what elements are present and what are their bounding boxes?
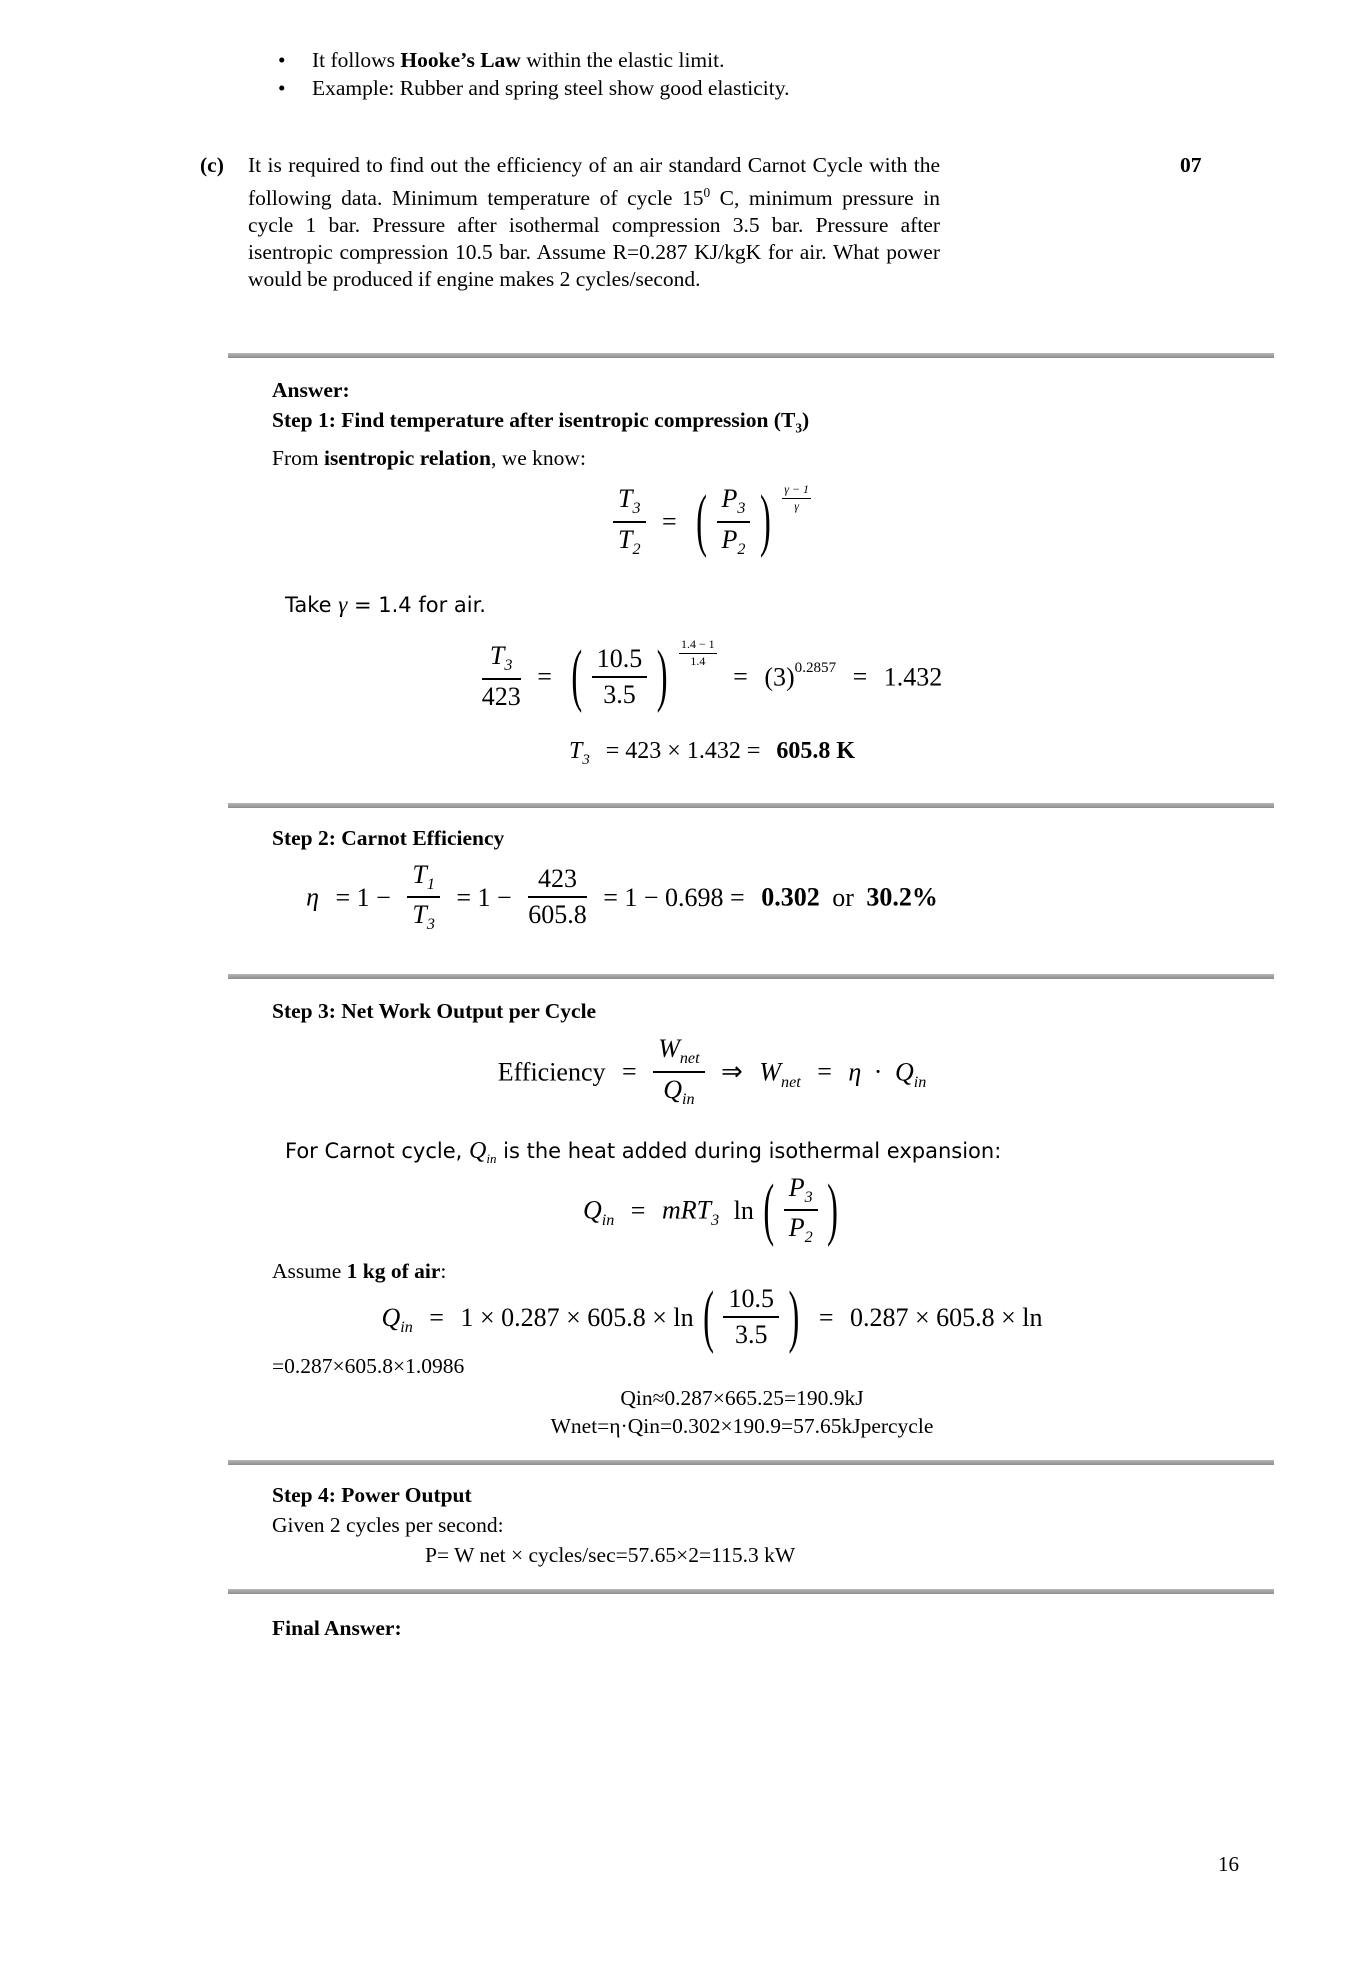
math-sub: 3 [711,1212,720,1230]
section-divider [228,353,1274,358]
given-line: Given 2 cycles per second: [272,1513,504,1538]
math-sub: in [681,1090,695,1108]
math-sub: net [679,1050,700,1068]
math-var: Q [582,1195,602,1225]
math-sub: in [400,1318,413,1336]
ln-function: ln [733,1195,754,1225]
fraction-pressure-ratio [723,1284,779,1350]
math-sub: 2 [632,540,641,558]
step1-heading-post: ) [801,408,810,433]
math-var: mRT [661,1195,712,1225]
math-sub: 3 [632,500,641,518]
bullet-item-hookes-law [278,46,1358,74]
math-sub: 3 [426,916,435,934]
equals-sign: = [852,662,868,692]
math-var: P [788,1213,805,1243]
question-marks: 07 [1180,153,1202,177]
efficiency-word: Efficiency [497,1057,606,1087]
math-sub: 2 [737,540,746,558]
take-eq: = 1.4 [347,592,412,617]
equation-t3-numeric [272,636,1152,716]
degree-superscript: 0 [703,185,711,200]
fraction-wnet-qin [653,1034,704,1109]
left-parenthesis: ( [696,483,707,561]
bullet-dot: • [278,76,286,100]
question-text-1: It is required to find out the efficiency of an air standard Carnot Cycle with the following data. Minimum temperature of cycle 15 [248,153,940,211]
equals-sign: = [818,1302,834,1332]
math-var: P [721,524,738,554]
question-paragraph [248,152,940,293]
bullet-list [278,46,1358,102]
math-var: T [617,524,633,554]
math-var: P [721,483,738,513]
exponent-numerator: γ − 1 [782,482,811,499]
math-var: Q [468,1138,487,1165]
from-isentropic-line [272,444,1358,472]
equation-isentropic-relation [272,481,1152,561]
implies-arrow: ⇒ [721,1057,743,1087]
assume-post: : [440,1258,447,1283]
calc-line-1: =0.287×605.8×1.0986 [272,1354,465,1379]
assume-line [272,1257,1358,1285]
math-var: T [412,900,427,930]
math-number: 10.5 [592,644,648,678]
math-number: 3.5 [603,679,636,709]
section-divider [228,974,1274,979]
step1-heading-sub: 3 [795,420,802,436]
fraction-t3-t2 [613,484,646,559]
math-operator: = 1 − 0.698 = [603,882,745,912]
bullet-item-elasticity-example [278,74,1358,102]
assume-pre: Assume [272,1258,347,1283]
math-var: Q [894,1057,914,1087]
calc-line-3: Wnet=η·Qin=0.302×190.9=57.65kJpercycle [550,1414,934,1439]
take-gamma-line [285,592,1358,618]
right-parenthesis: ) [759,483,771,561]
math-sub: net [781,1073,801,1091]
dot-operator: · [873,1057,883,1087]
math-operator: = 1 − [335,882,391,912]
efficiency-percent-bold: 30.2% [866,882,938,912]
bullet-text-bold: Hooke’s Law [400,48,521,72]
math-body: 1 × 0.287 × 605.8 × ln [460,1302,694,1332]
left-parenthesis: ( [703,1278,714,1357]
step1-heading [272,406,1358,442]
fraction-p3-p2 [717,484,751,559]
calc-line-2: Qin≈0.287×665.25=190.9kJ [620,1386,864,1411]
assume-bold: 1 kg of air [346,1258,441,1283]
right-parenthesis: ) [788,1278,800,1357]
step3-heading: Step 3: Net Work Output per Cycle [272,998,597,1023]
math-tail: 0.287 × 605.8 × ln [849,1302,1043,1332]
step2-heading: Step 2: Carnot Efficiency [272,826,505,851]
left-parenthesis: ( [763,1172,775,1250]
math-var: Q [663,1074,682,1104]
from-post: , we know: [490,446,586,471]
fraction-t1-t3 [407,860,440,935]
math-sub: 3 [504,657,513,675]
section-divider [228,1589,1274,1594]
math-var: T [568,737,583,764]
carnot-qin-line [285,1138,1358,1167]
math-var: W [658,1033,680,1063]
bullet-text-pre: It follows [312,48,401,72]
math-sub: 3 [582,751,590,768]
answer-label: Answer: [272,378,350,403]
page-number: 16 [1218,1852,1239,1876]
equals-sign: = [817,1057,832,1087]
equation-qin-numeric [272,1278,1152,1357]
exponent-gamma-fraction [782,482,811,514]
math-var: T [489,641,505,671]
final-answer-heading: Final Answer: [272,1616,402,1641]
exponent-numeric-fraction [679,637,717,669]
eta-symbol: η [848,1057,862,1087]
question-label: (c) [200,153,224,177]
math-operator: = 1 − [456,882,512,912]
exponent-denominator: 1.4 [690,653,706,668]
from-bold: isentropic relation [323,446,491,471]
section-divider [228,803,1274,808]
take-pre: Take [285,592,339,617]
math-sub: in [601,1212,615,1230]
math-var: T [617,483,633,513]
math-result: 1.432 [883,662,943,692]
exponent-numerator: 1.4 − 1 [679,637,717,654]
take-post: for air. [411,592,486,617]
equation-qin-definition [272,1172,1152,1250]
gamma-symbol: γ [338,591,348,617]
bullet-text-post: within the elastic limit. [520,48,725,72]
eta-symbol: η [306,882,320,912]
math-var: W [759,1057,782,1087]
math-var: Q [381,1302,401,1332]
bullet-text [312,46,724,74]
from-pre: From [272,446,324,471]
fraction-423-605 [528,864,587,930]
equals-sign: = [630,1195,646,1225]
left-parenthesis: ( [571,638,583,716]
right-parenthesis: ) [827,1172,838,1250]
math-sub: 3 [737,500,746,518]
equation-t3-result [272,737,1152,770]
carnot-post: is the heat added during isothermal expansion: [496,1139,1002,1164]
math-number: 423 [481,682,521,712]
math-var: P [788,1172,805,1202]
result-bold: 605.8 K [776,737,856,764]
right-parenthesis: ) [656,638,668,716]
section-divider [228,1460,1274,1465]
math-sub: in [486,1151,497,1167]
math-var: T [412,859,427,889]
bullet-dot: • [278,48,286,72]
step4-heading: Step 4: Power Output [272,1483,472,1508]
step1-heading-pre: Step 1: Find temperature after isentropic compression (T [272,408,796,433]
math-sub: 1 [426,875,435,893]
exponent-value: 0.2857 [794,660,837,677]
efficiency-result-bold: 0.302 [761,882,820,912]
math-number: 605.8 [528,900,587,930]
equation-carnot-efficiency [272,859,972,937]
math-number: 3.5 [734,1319,768,1349]
bullet-text: Example: Rubber and spring steel show good elasticity. [312,76,790,100]
math-number: 423 [528,864,587,898]
equals-sign: = [733,662,748,692]
fraction-t3-423 [482,641,521,712]
question-c [200,152,1358,293]
exponent-denominator: γ [794,498,799,513]
equals-sign: = [662,507,677,537]
question-text-2: C, minimum pressure in cycle 1 bar. Pressure after isothermal compression 3.5 bar. Pressure after isentropic compression 10.5 bar. Assume R=0.287 KJ/kgK for air. What power would be produced if engine makes 2 cycles/second. [248,186,940,292]
math-sub: in [913,1073,927,1091]
math-number: 10.5 [723,1284,779,1318]
equals-sign: = [622,1057,637,1087]
or-text: or [832,882,854,912]
power-result-line: P= W net × cycles/sec=57.65×2=115.3 kW [425,1543,796,1568]
equation-efficiency-definition [272,1033,1152,1112]
fraction-pressure-ratio [592,644,648,710]
math-number: (3) [764,662,795,692]
math-sub: 3 [804,1188,813,1206]
equals-sign: = [429,1302,444,1332]
math-middle: = 423 × 1.432 = [605,737,761,764]
fraction-p3-p2 [784,1173,818,1248]
math-sub: 2 [804,1229,813,1247]
equals-sign: = [537,662,552,692]
carnot-pre: For Carnot cycle, [285,1139,469,1164]
